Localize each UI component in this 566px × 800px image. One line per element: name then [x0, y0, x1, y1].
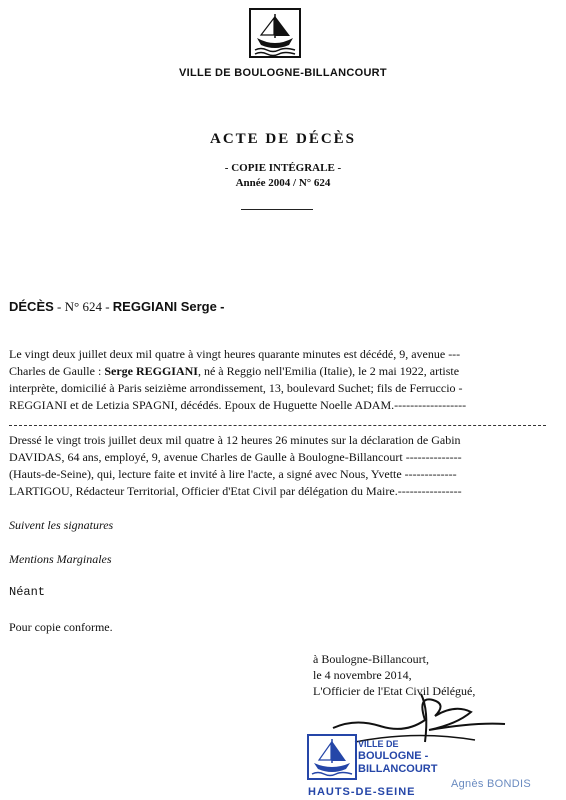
city-emblem-icon [249, 8, 301, 58]
closing-date: le 4 novembre 2014, [313, 668, 412, 682]
record-number: - N° 624 - [57, 299, 110, 314]
title-divider [241, 209, 313, 210]
closing-place: à Boulogne-Billancourt, [313, 652, 429, 666]
paragraph-line: (Hauts-de-Seine), qui, lecture faite et invité à lire l'acte, a signé avec Nous, Yvette ------------- [9, 467, 457, 481]
official-stamp [306, 733, 446, 799]
deceased-name: REGGIANI Serge [112, 299, 217, 314]
signatures-note: Suivent les signatures [9, 518, 114, 532]
marginal-mentions-label: Mentions Marginales [9, 552, 112, 566]
stamp-line: VILLE DE [358, 739, 399, 749]
deceased-full-name: Serge REGGIANI [104, 364, 198, 378]
paragraph-line: interprète, domicilié à Paris seizième arrondissement, 13, boulevard Suchet; fils de Ferruccio - [9, 381, 463, 395]
paragraph-line: REGGIANI et de Letizia SPAGNI, décédés. Epoux de Huguette Noelle ADAM.------------------ [9, 398, 467, 412]
death-paragraph [9, 346, 546, 414]
paragraph-line: Charles de Gaulle : Serge REGGIANI, né à Reggio nell'Emilia (Italie), le 2 mai 1922, artiste [9, 364, 460, 378]
marginal-mentions-value: Néant [9, 585, 46, 599]
paragraph-line: Le vingt deux juillet deux mil quatre à vingt heures quarante minutes est décédé, 9, avenue --- [9, 347, 461, 361]
certified-copy-note: Pour copie conforme. [9, 620, 113, 634]
declaration-paragraph [9, 432, 546, 500]
city-name: VILLE DE BOULOGNE-BILLANCOURT [179, 67, 387, 79]
dashed-divider [9, 425, 546, 426]
document-title: ACTE DE DÉCÈS [209, 131, 357, 147]
closing-officer: L'Officier de l'Etat Civil Délégué, [313, 684, 476, 698]
paragraph-line: LARTIGOU, Rédacteur Territorial, Officier d'Etat Civil par délégation du Maire.---------------- [9, 484, 462, 498]
record-heading [9, 299, 224, 315]
year-number: Année 2004 / N° 624 [235, 177, 331, 189]
record-label: DÉCÈS [9, 299, 54, 314]
stamp-line: BOULOGNE - [358, 750, 429, 762]
paragraph-line: Dressé le vingt trois juillet deux mil quatre à 12 heures 26 minutes sur la déclaration de Gabin [9, 433, 461, 447]
stamp-line: BILLANCOURT [358, 763, 438, 775]
record-trailing: - [220, 299, 225, 314]
stamp-line: HAUTS-DE-SEINE [308, 786, 416, 798]
signer-name: Agnès BONDIS [451, 778, 532, 790]
paragraph-line: DAVIDAS, 64 ans, employé, 9, avenue Charles de Gaulle à Boulogne-Billancourt -------------- [9, 450, 462, 464]
copy-type: - COPIE INTÉGRALE - [224, 162, 342, 174]
